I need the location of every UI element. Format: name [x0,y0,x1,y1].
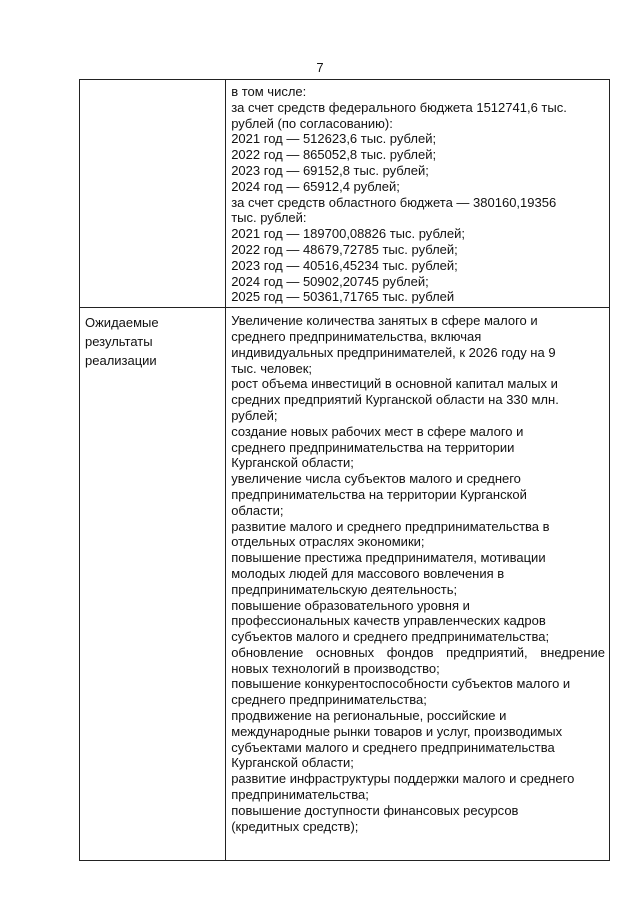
results-line: повышение престижа предпринимателя, мотивации [231,550,546,566]
results-line: повышение образовательного уровня и [231,597,470,613]
results-line: среднего предпринимательства; [231,692,427,708]
results-line: субъектов малого и среднего предпринимательства; [231,629,550,645]
results-line: новых технологий в производство; [231,660,440,676]
results-label-line: результаты [85,334,153,350]
funding-line: 2023 год — 40516,45234 тыс. рублей; [231,257,458,273]
results-line: (кредитных средств); [231,818,359,834]
results-details-cell [226,308,610,861]
results-label-line: Ожидаемые [85,315,159,331]
results-line: Курганской области; [231,455,354,471]
program-passport-table [79,79,610,861]
table-row-funding [80,80,610,308]
results-label-cell [80,308,226,861]
results-label-line: реализации [85,353,157,369]
results-line: Курганской области; [231,755,354,771]
results-line: рост объема инвестиций в основной капитал малых и [231,376,558,392]
results-line: молодых людей для массового вовлечения в [231,565,505,581]
funding-label-cell [80,80,226,308]
results-line: тыс. человек; [231,360,313,376]
results-line: увеличение числа субъектов малого и среднего [231,471,521,487]
funding-line: за счет средств федерального бюджета 1512741,6 тыс. [231,99,567,115]
results-line: рублей; [231,407,278,423]
results-line: создание новых рабочих мест в сфере малого и [231,423,524,439]
funding-line: рублей (по согласованию): [231,115,393,131]
results-line: субъектами малого и среднего предпринимательства [231,739,555,755]
results-line: области; [231,502,284,518]
funding-line: 2021 год — 189700,08826 тыс. рублей; [231,226,465,242]
results-line: предпринимательскую деятельность; [231,581,458,597]
funding-line: 2021 год — 512623,6 тыс. рублей; [231,131,437,147]
results-line: профессиональных качеств управленческих кадров [231,613,546,629]
funding-line: 2024 год — 50902,20745 рублей; [231,273,429,289]
results-line: международные рынки товаров и услуг, производимых [231,723,563,739]
results-line: развитие инфраструктуры поддержки малого и среднего [231,771,575,787]
results-line: повышение конкурентоспособности субъектов малого и [231,676,571,692]
funding-line: 2025 год — 50361,71765 тыс. рублей [231,289,455,305]
results-line: продвижение на региональные, российские и [231,708,507,724]
results-line: индивидуальных предпринимателей, к 2026 году на 9 [231,344,556,360]
results-line: отдельных отраслях экономики; [231,534,425,550]
results-line: средних предприятий Курганской области на 330 млн. [231,392,559,408]
funding-line: 2022 год — 48679,72785 тыс. рублей; [231,241,458,257]
funding-line: 2023 год — 69152,8 тыс. рублей; [231,162,429,178]
results-line: обновление основных фондов предприятий, внедрение [231,644,605,660]
results-line: повышение доступности финансовых ресурсов [231,802,519,818]
results-line: среднего предпринимательства на территории [231,439,515,455]
table-row-expected-results [80,308,610,861]
funding-details-cell [226,80,610,308]
results-line: Увеличение количества занятых в сфере малого и [231,313,538,329]
results-line: предпринимательства; [231,787,369,803]
results-line: среднего предпринимательства, включая [231,328,482,344]
results-line: предпринимательства на территории Курганской [231,486,527,502]
page-number: 7 [316,60,324,75]
results-line: развитие малого и среднего предпринимательства в [231,518,550,534]
funding-line: в том числе: [231,84,307,99]
funding-line: тыс. рублей: [231,210,307,226]
funding-line: 2024 год — 65912,4 рублей; [231,178,400,194]
funding-line: 2022 год — 865052,8 тыс. рублей; [231,147,437,163]
funding-line: за счет средств областного бюджета — 380160,19356 [231,194,557,210]
